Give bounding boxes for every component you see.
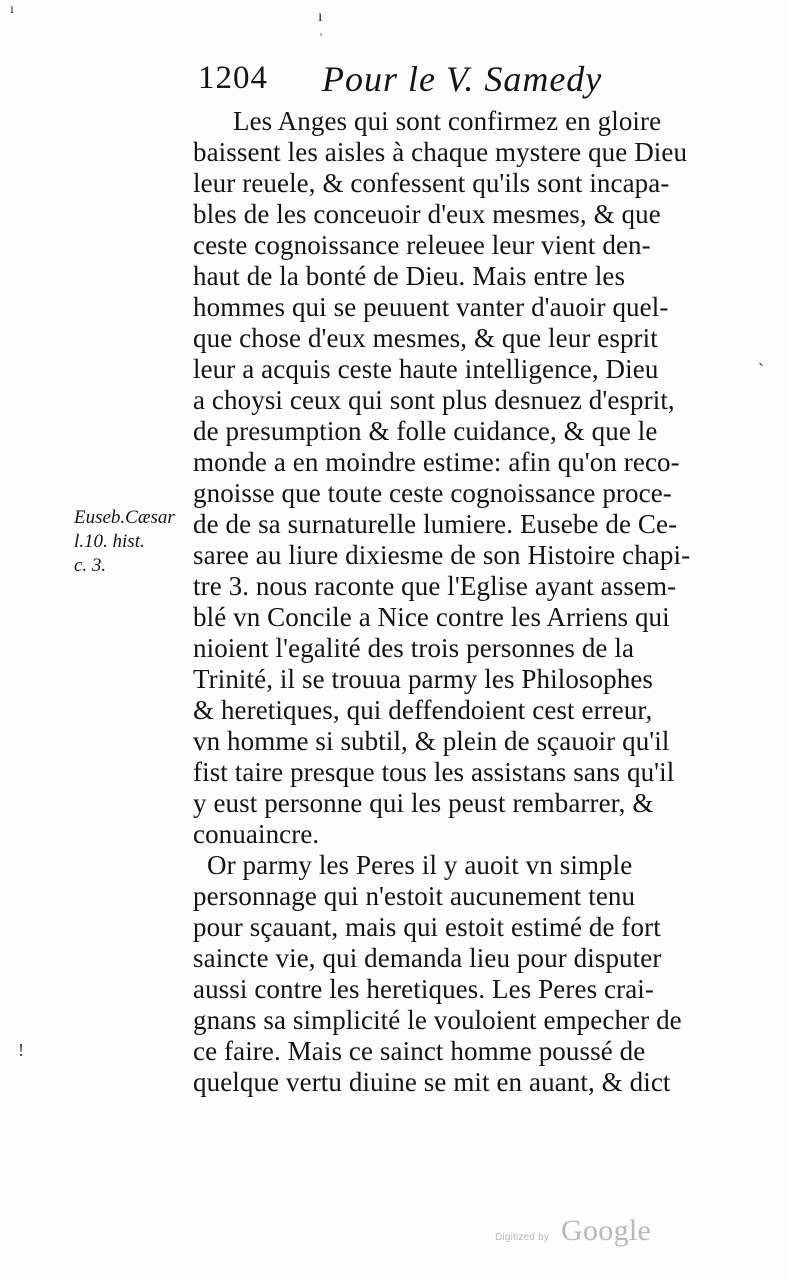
text-line: y eust personne qui les peust rembarrer, & bbox=[193, 788, 654, 818]
text-line: fist taire presque tous les assistans sans qu'il bbox=[193, 757, 675, 787]
text-line: leur reuele, & confessent qu'ils sont incapa- bbox=[193, 168, 670, 198]
margin-note-line: c. 3. bbox=[74, 555, 107, 576]
margin-note bbox=[74, 506, 190, 578]
text-line: aussi contre les heretiques. Les Peres crai- bbox=[193, 974, 654, 1004]
stray-mark-right: ˎ bbox=[758, 346, 764, 366]
running-head: Pour le V. Samedy bbox=[322, 59, 603, 99]
stray-mark-top-center: ı bbox=[318, 8, 323, 25]
text-line: nioient l'egalité des trois personnes de la bbox=[193, 633, 635, 663]
stray-mark-left: ! bbox=[18, 1040, 24, 1060]
text-line: saree au liure dixiesme de son Histoire chapi- bbox=[193, 540, 691, 570]
text-line: haut de la bonté de Dieu. Mais entre les bbox=[193, 261, 626, 291]
text-line: Les Anges qui sont confirmez en gloire bbox=[233, 106, 662, 136]
google-logo: Google bbox=[561, 1214, 652, 1247]
text-line: monde a en moindre estime: afin qu'on reco- bbox=[193, 447, 680, 477]
text-line: ceste cognoissance releuee leur vient den- bbox=[193, 230, 651, 260]
text-line: quelque vertu diuine se mit en auant, & dict bbox=[193, 1067, 671, 1097]
text-line: de de sa surnaturelle lumiere. Eusebe de Ce- bbox=[193, 509, 678, 539]
text-line: hommes qui se peuuent vanter d'auoir quel- bbox=[193, 292, 669, 322]
digitized-by-label: Digitized by bbox=[495, 1232, 550, 1243]
stray-mark-top-center-low: ' bbox=[320, 30, 323, 44]
text-line: que chose d'eux mesmes, & que leur esprit bbox=[193, 323, 658, 353]
text-line: saincte vie, qui demanda lieu pour disputer bbox=[193, 943, 662, 973]
stray-mark-top-left: ı bbox=[10, 2, 14, 17]
text-line: Trinité, il se trouua parmy les Philosophes bbox=[193, 664, 654, 694]
text-line: ce faire. Mais ce sainct homme poussé de bbox=[193, 1036, 646, 1066]
text-line: gnans sa simplicité le vouloient empecher de bbox=[193, 1005, 682, 1035]
text-line: Or parmy les Peres il y auoit vn simple bbox=[207, 850, 633, 880]
text-line: vn homme si subtil, & plein de sçauoir qu'il bbox=[193, 726, 670, 756]
digitized-by-google-watermark bbox=[495, 1214, 665, 1254]
text-line: & heretiques, qui deffendoient cest erreur, bbox=[193, 695, 653, 725]
text-line: a choysi ceux qui sont plus desnuez d'esprit, bbox=[193, 385, 675, 415]
margin-note-line: l.10. hist. bbox=[74, 531, 145, 552]
text-line: tre 3. nous raconte que l'Eglise ayant assem- bbox=[193, 571, 677, 601]
text-line: personnage qui n'estoit aucunement tenu bbox=[193, 881, 636, 911]
page-header bbox=[198, 60, 618, 104]
text-line: pour sçauant, mais qui estoit estimé de fort bbox=[193, 912, 661, 942]
body-text bbox=[193, 106, 693, 1098]
page-number: 1204 bbox=[198, 60, 268, 96]
text-line: gnoisse que toute ceste cognoissance proce- bbox=[193, 478, 672, 508]
text-line: de presumption & folle cuidance, & que le bbox=[193, 416, 658, 446]
text-line: blé vn Concile a Nice contre les Arriens qui bbox=[193, 602, 670, 632]
margin-note-line: Euseb.Cæsar bbox=[74, 507, 175, 528]
text-line: baissent les aisles à chaque mystere que Dieu bbox=[193, 137, 688, 167]
text-line: leur a acquis ceste haute intelligence, Dieu bbox=[193, 354, 659, 384]
text-line: conuaincre. bbox=[193, 819, 320, 849]
text-line: bles de les conceuoir d'eux mesmes, & que bbox=[193, 199, 661, 229]
